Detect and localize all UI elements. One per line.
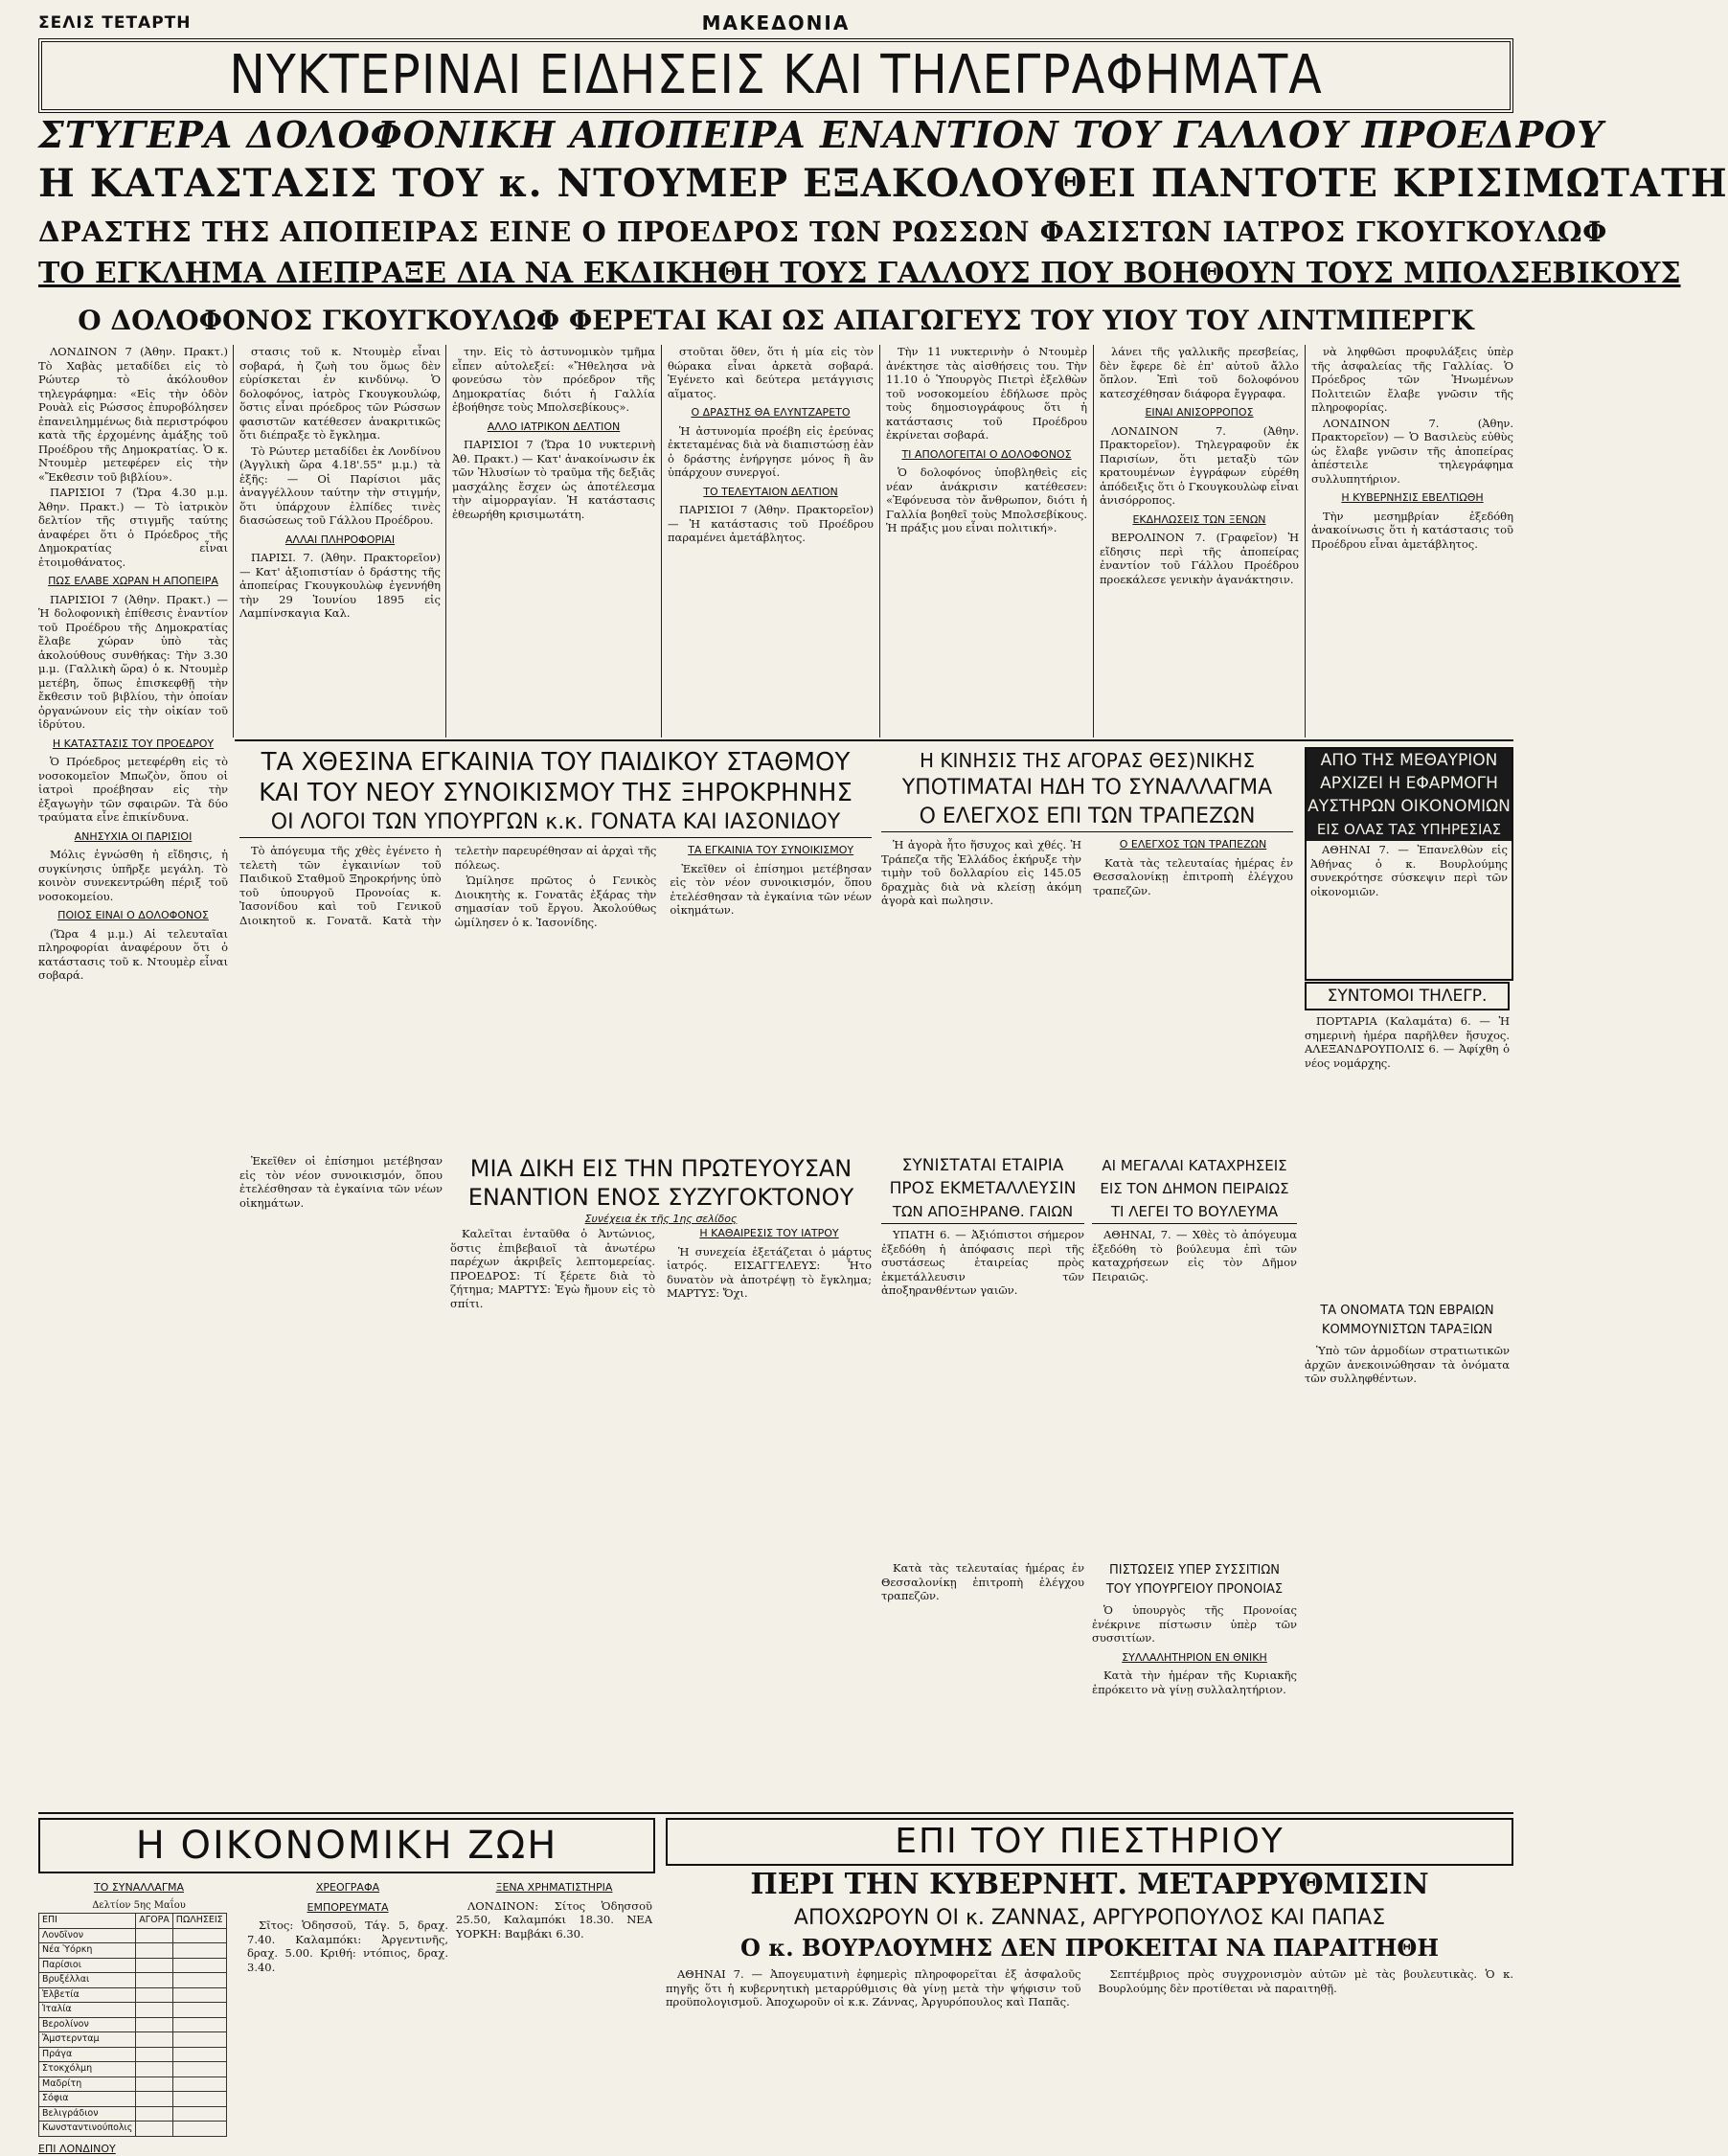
table-cell: Σόφια [39, 2092, 136, 2107]
article-title: ΤΑ ΟΝΟΜΑΤΑ ΤΩΝ ΕΒΡΑΙΩΝ [1305, 1302, 1510, 1321]
paragraph: Ἐκεῖθεν οἱ ἐπίσημοι μετέβησαν εἰς τὸν νέον συνοικισμόν, ὅπου ἐτελέσθησαν τὰ ἐγκαίνια τῶν νέων οἰκημάτων. [239, 1154, 443, 1210]
article-body [239, 844, 872, 1150]
paragraph: Ὑπὸ τῶν ἀρμοδίων στρατιωτικῶν ἀρχῶν ἀνεκοινώθησαν τὰ ὀνόματα τῶν συλληφθέντων. [1305, 1344, 1510, 1386]
article-body [881, 838, 1293, 1145]
subheading: Η ΚΑΤΑΣΤΑΣΙΣ ΤΟΥ ΠΡΟΕΔΡΟΥ [38, 738, 228, 752]
paragraph: Μόλις ἐγνώσθη ἡ εἴδησις, ἡ συγκίνησις ὑπῆρξε μεγάλη. Τὸ κοινὸν συνεκεντρώθη πέριξ τοῦ νοσοκομείου. [38, 848, 228, 903]
table-row [39, 2122, 227, 2137]
table-row [39, 2092, 227, 2107]
column-rule [1093, 345, 1094, 738]
paragraph: ΛΟΝΔΙΝΟΝ 7. (Ἀθην. Πρακτορεῖον) — Ὁ Βασιλεὺς εὐθὺς ὡς ἔλαβε γνῶσιν τῆς ἀποπείρας ἀπέστειλε τηλεγράφημα συλλυπητήριον. [1311, 417, 1513, 487]
article-column-2 [239, 345, 441, 738]
section-divider [38, 1812, 1513, 1814]
article-continuation: Συνέχεια ἐκ τῆς 1ης σελίδος [450, 1212, 872, 1227]
table-row [39, 2032, 227, 2048]
section-banner: ΝΥΚΤΕΡΙΝΑΙ ΕΙΔΗΣΕΙΣ ΚΑΙ ΤΗΛΕΓΡΑΦΗΜΑΤΑ [38, 38, 1513, 113]
table-row [39, 2047, 227, 2062]
article-body [1305, 1014, 1510, 1302]
paragraph: την. Εἰς τὸ ἀστυνομικὸν τμῆμα εἶπεν αὐτολεξεί: «Ἤθελησα νὰ φονεύσω τὸν πρόεδρον τῆς Δημοκρατίας διότι ἡ Γαλλία ἐβοήθησε τοὺς Μπολσεβίκους». [452, 345, 655, 415]
article-title: ΕΝΑΝΤΙΟΝ ΕΝΟΣ ΣΥΖΥΓΟΚΤΟΝΟΥ [450, 1183, 872, 1212]
exchange-table [38, 1913, 227, 2137]
article-body [1092, 1603, 1297, 1795]
article-press-review [666, 1818, 1513, 2105]
article-soup-kitchens [1092, 1561, 1297, 1805]
article-column-3 [452, 345, 655, 738]
article-title: ΕΙΣ ΤΟΝ ΔΗΜΟΝ ΠΕΙΡΑΙΩΣ [1092, 1177, 1297, 1200]
paragraph: νὰ ληφθῶσι προφυλάξεις ὑπὲρ τῆς ἀσφαλείας τῆς Γαλλίας. Ὁ Πρόεδρος τῶν Ἡνωμένων Πολιτειῶν ἔλαβε γνῶσιν τῆς πληροφορίας. [1311, 345, 1513, 415]
headline-3: ΔΡΑΣΤΗΣ ΤΗΣ ΑΠΟΠΕΙΡΑΣ ΕΙΝΕ Ο ΠΡΟΕΔΡΟΣ ΤΩΝ ΡΩΣΣΩΝ ΦΑΣΙΣΤΩΝ ΙΑΤΡΟΣ ΓΚΟΥΓΚΟΥΛΩΦ [38, 216, 1513, 248]
table-row [39, 1958, 227, 1973]
article-title: ΕΠΙ ΤΟΥ ΠΙΕΣΤΗΡΙΟΥ [666, 1818, 1513, 1866]
paragraph: Ἡ ἀστυνομία προέβη εἰς ἐρεύνας ἐκτεταμένας διὰ νὰ διαπιστώσῃ ἐὰν ὁ δράστης ἐνήργησε μόνος ἢ ἂν ὑπάρχουν συνεργοί. [668, 424, 874, 480]
table-cell: Πράγα [39, 2047, 136, 2062]
column-rule [233, 345, 234, 738]
article-title: ΜΙΑ ΔΙΚΗ ΕΙΣ ΤΗΝ ΠΡΩΤΕΥΟΥΣΑΝ [450, 1154, 872, 1183]
subheading: ΕΙΝΑΙ ΑΝΙΣΟΡΡΟΠΟΣ [1100, 406, 1299, 420]
economy-section-title: Η ΟΙΚΟΝΟΜΙΚΗ ΖΩΗ [38, 1818, 655, 1873]
article-title: ΚΑΙ ΤΟΥ ΝΕΟΥ ΣΥΝΟΙΚΙΣΜΟΥ ΤΗΣ ΞΗΡΟΚΡΗΝΗΣ [239, 778, 872, 808]
table-row [39, 1973, 227, 1988]
article-title: ΠΙΣΤΩΣΕΙΣ ΥΠΕΡ ΣΥΣΣΙΤΙΩΝ [1092, 1561, 1297, 1580]
paragraph: Κατὰ τὴν ἡμέραν τῆς Κυριακῆς ἐπρόκειτο νὰ γίνῃ συλλαλητήριον. [1092, 1668, 1297, 1696]
table-row [39, 1928, 227, 1943]
article-title: ΤΑ ΧΘΕΣΙΝΑ ΕΓΚΑΙΝΙΑ ΤΟΥ ΠΑΙΔΙΚΟΥ ΣΤΑΘΜΟΥ [239, 747, 872, 778]
paragraph: Τὸ Ρώυτερ μεταδίδει ἐκ Λονδίνου (Ἀγγλικὴ ὥρα 4.18'.55" μ.μ.) τὰ ἑξῆς: — Οἱ Παρίσιοι μᾶς ἀναγγέλλουν ταύτην τὴν στιγμήν, ὅτι ὑπάρχουν ἐλπίδες τινὲς διασώσεως τοῦ Γάλλου Προέδρου. [239, 444, 441, 528]
article-body [1307, 841, 1512, 969]
paragraph: ΑΘΗΝΑΙ 7. — Ἀπογευματινὴ ἐφημερὶς πληροφορεῖται ἐξ ἀσφαλοῦς πηγῆς ὅτι ἡ κυβερνητικὴ μεταρρύθμισις θὰ γίνῃ μετὰ τὴν ψήφισιν τοῦ προϋπολογισμοῦ. Ἀποχωροῦν οἱ κ.κ. Ζάννας, Ἀργυρόπουλος καὶ Παπᾶς. [666, 1967, 1081, 2009]
article-body [450, 1227, 872, 1802]
article-column-7 [1311, 345, 1513, 738]
paragraph: ΑΘΗΝΑΙ, 7. — Χθὲς τὸ ἀπόγευμα ἐξεδόθη τὸ βούλευμα ἐπὶ τῶν καταχρήσεων εἰς τὸν Δῆμον Πειραιῶς. [1092, 1228, 1297, 1283]
article-piraeus [1092, 1154, 1297, 1556]
paragraph: στασις τοῦ κ. Ντουμὲρ εἶναι σοβαρά, ἡ ζωὴ του ὅμως δὲν εὑρίσκεται ἐν κινδύνῳ. Ὁ δολοφόνος, ἰατρὸς Γκουγκουλώφ, ὅστις εἶναι πρόεδρος τῶν Ρώσσων φασιστῶν κατέθεσεν ἀνακριτικῶς ὅτι διέπραξε τὸ ἔγκλημα. [239, 345, 441, 443]
article-title: ΤΟΥ ΥΠΟΥΡΓΕΙΟΥ ΠΡΟΝΟΙΑΣ [1092, 1580, 1297, 1600]
newspaper-name: ΜΑΚΕΔΟΝΙΑ [38, 11, 1513, 34]
subheading: ΠΩΣ ΕΛΑΒΕ ΧΩΡΑΝ Η ΑΠΟΠΕΙΡΑ [38, 575, 228, 589]
table-row [39, 1943, 227, 1959]
table-cell: Ἰταλία [39, 2003, 136, 2018]
paragraph: ΛΟΝΔΙΝΟΝ 7. (Ἀθην. Πρακτορεῖον). Τηλεγραφοῦν ἐκ Παρισίων, ὅτι μεταξὺ τῶν κρατουμένων ἐγγράφων εὑρέθη ἀπόδειξις ὅτι ὁ Γκουγκουλὼφ εἶναι ἀνισόρροπος. [1100, 424, 1299, 508]
article-brief-telegrams [1305, 982, 1510, 1805]
paragraph: Κατὰ τὰς τελευταίας ἡμέρας ἐν Θεσσαλονίκῃ ἐπιτροπὴ ἐλέγχου τραπεζῶν. [881, 1561, 1084, 1603]
table-row [39, 1987, 227, 2003]
paragraph: Καλεῖται ἐνταῦθα ὁ Ἀντώνιος, ὅστις ἐπιβεβαιοῖ τὰ ἀνωτέρω παρέχων ἀκριβεῖς λεπτομερείας. ΠΡΟΕΔΡΟΣ: Τί ξέρετε διὰ τὸ ζήτημα; ΜΑΡΤΥΣ: Ἐγὼ ἤμουν εἰς τὸ σπίτι. [450, 1227, 655, 1310]
article-title: ΕΙΣ ΟΛΑΣ ΤΑΣ ΥΠΗΡΕΣΙΑΣ [1307, 818, 1512, 841]
paragraph: ΥΠΑΤΗ 6. — Ἀξιόπιστοι σήμερον ἐξεδόθη ἡ ἀπόφασις περὶ τῆς συστάσεως ἑταιρείας πρὸς ἐκμετάλλευσιν τῶν ἀποξηρανθέντων γαιῶν. [881, 1228, 1084, 1298]
subheading: ΤΑ ΕΓΚΑΙΝΙΑ ΤΟΥ ΣΥΝΟΙΚΙΣΜΟΥ [670, 844, 872, 858]
exchange-rates [38, 1875, 239, 2105]
article-body [1092, 1228, 1297, 1554]
article-market [881, 747, 1293, 1149]
subheading: Η ΚΑΘΑΙΡΕΣΙΣ ΤΟΥ ΙΑΤΡΟΥ [667, 1227, 872, 1241]
table-cell: Βρυξέλλαι [39, 1973, 136, 1988]
paragraph: ΒΕΡΟΛΙΝΟΝ 7. (Γραφεῖον) Ἡ εἴδησις περὶ τῆς ἀποπείρας ἐναντίον τοῦ Γάλλου Προέδρου προεκάλεσε γενικὴν ἀγανάκτησιν. [1100, 531, 1299, 586]
table-cell: Παρίσιοι [39, 1958, 136, 1973]
article-company [881, 1154, 1084, 1556]
table-row [39, 2003, 227, 2018]
table-header: ΠΩΛΗΣΕΙΣ [172, 1914, 226, 1929]
headline-4-text: ΤΟ ΕΓΚΛΗΜΑ ΔΙΕΠΡΑΞΕ ΔΙΑ ΝΑ ΕΚΔΙΚΗΘΗ ΤΟΥΣ ΓΑΛΛΟΥΣ ΠΟΥ ΒΟΗΘΟΥΝ ΤΟΥΣ ΜΠΟΛΣΕΒΙΚΟΥΣ [38, 257, 1681, 290]
article-title: ΠΕΡΙ ΤΗΝ ΚΥΒΕΡΝΗΤ. ΜΕΤΑΡΡΥΘΜΙΣΙΝ [666, 1866, 1513, 1904]
paragraph: Ἐκεῖθεν οἱ ἐπίσημοι μετέβησαν εἰς τὸν νέον συνοικισμόν, ὅπου ἐτελέσθησαν τὰ ἐγκαίνια τῶν νέων οἰκημάτων. [670, 862, 872, 918]
article-title: ΑΠΟ ΤΗΣ ΜΕΘΑΥΡΙΟΝ [1307, 749, 1512, 772]
column-rule [1305, 345, 1306, 738]
table-row [39, 2017, 227, 2032]
subheading: ΕΜΠΟΡΕΥΜΑΤΑ [247, 1901, 448, 1916]
subheading: ΣΥΛΛΑΛΗΤΗΡΙΟΝ ΕΝ ΘΝΙΚΗ [1092, 1651, 1297, 1666]
article-title: ΠΡΟΣ ΕΚΜΕΤΑΛΛΕΥΣΙΝ [881, 1177, 1084, 1200]
article-title: ΑΙ ΜΕΓΑΛΑΙ ΚΑΤΑΧΡΗΣΕΙΣ [1092, 1154, 1297, 1177]
table-row [39, 2106, 227, 2122]
paragraph: Ὁ δολοφόνος ὑποβληθεὶς εἰς νέαν ἀνάκρισιν κατέθεσεν: «Ἐφόνευσα τὸν ἄνθρωπον, διότι ἡ Γαλλία βοηθεῖ τοὺς Μπολσεβίκους. Ἡ πράξις μου εἶναι πολιτική». [886, 465, 1087, 535]
column-rule [879, 345, 880, 738]
subheading: ΧΡΕΟΓΡΑΦΑ [247, 1881, 448, 1895]
paragraph: λάνει τῆς γαλλικῆς πρεσβείας, δὲν ἔφερε δὲ ἐπ' αὐτοῦ ἄλλο ὅπλον. Ἐπὶ τοῦ δολοφόνου κατεσχέθησαν διάφορα ἔγγραφα. [1100, 345, 1299, 400]
table-cell: Ἄμστερνταμ [39, 2032, 136, 2048]
subheading: Ο ΕΛΕΓΧΟΣ ΤΩΝ ΤΡΑΠΕΖΩΝ [1093, 838, 1293, 852]
article-column-4 [668, 345, 874, 738]
article-title: ΥΠΟΤΙΜΑΤΑΙ ΗΔΗ ΤΟ ΣΥΝΑΛΛΑΓΜΑ [881, 774, 1293, 803]
table-cell: Νέα Ὑόρκη [39, 1943, 136, 1959]
article-body [666, 1967, 1513, 2092]
paragraph: ΠΑΡΙΣΙ. 7. (Ἀθην. Πρακτορεῖον) — Κατ' ἀξιοπιστίαν ὁ δράστης τῆς ἀποπείρας Γκουγκουλὼφ ἐγεννήθη τὴν 29 Ἰουνίου 1895 εἰς Λαμπίνσκαγια Καλ. [239, 551, 441, 621]
paragraph: ΠΑΡΙΣΙΟΙ 7 (Ἀθην. Πρακτορεῖον) — Ἡ κατάστασις τοῦ Προέδρου παραμένει ἀμετάβλητος. [668, 503, 874, 545]
subheading: ΑΛΛΟ ΙΑΤΡΙΚΟΝ ΔΕΛΤΙΟΝ [452, 420, 655, 435]
table-header: ΑΓΟΡΑ [136, 1914, 173, 1929]
article-title: Ο κ. ΒΟΥΡΛΟΥΜΗΣ ΔΕΝ ΠΡΟΚΕΙΤΑΙ ΝΑ ΠΑΡΑΙΤΗΘΗ [666, 1933, 1513, 1963]
headline-5: Ο ΔΟΛΟΦΟΝΟΣ ΓΚΟΥΓΚΟΥΛΩΦ ΦΕΡΕΤΑΙ ΚΑΙ ΩΣ ΑΠΑΓΩΓΕΥΣ ΤΟΥ ΥΙΟΥ ΤΟΥ ΛΙΝΤΜΠΕΡΓΚ [38, 305, 1513, 336]
paragraph: ΛΟΝΔΙΝΟΝ 7 (Ἀθην. Πρακτ.) Τὸ Χαβὰς μεταδίδει εἰς τὸ Ρώυτερ τὸ ἀκόλουθον τηλεγράφημα: «Εἰς τὴν ὁδὸν Ρουὰλ εἰς Ρώσσος ἐπυροβόλησεν ἐπανειλημμένως διὰ περιστρόφου κατὰ τῆς ἐρχομένης ἁμάξης τοῦ Προέδρου τῆς Δημοκρατίας. Ὁ κ. Ντουμὲρ μετεφέρεν εἰς τὴν «Ἔκθεσιν τοῦ βιβλίου». [38, 345, 228, 484]
article-body [881, 1228, 1084, 1554]
subheading: ΤΟ ΤΕΛΕΥΤΑΙΟΝ ΔΕΛΤΙΟΝ [668, 486, 874, 500]
paragraph: ΠΑΡΙΣΙΟΙ 7 (Ἀθην. Πρακτ.) — Ἡ δολοφονικὴ ἐπίθεσις ἐναντίον τοῦ Προέδρου τῆς Δημοκρατίας ἔλαβε χώραν ὑπὸ τὰς ἀκολούθους συνθήκας: Τὴν 3.30 μ.μ. (Γαλλικὴ ὥρα) ὁ κ. Ντουμὲρ μετέβη, ὅπως ἐπισκεφθῇ τὴν ἔκθεσιν τοῦ βιβλίου, τὴν ὁποίαν ὀργανώνουν εἰς τὴν οἰκίαν τοῦ ἰδρύτου. [38, 593, 228, 732]
paragraph: ΛΟΝΔΙΝΟΝ: Σίτος Ὁδησσοῦ 25.50, Καλαμπόκι 18.30. ΝΕΑ ΥΟΡΚΗ: Βαμβάκι 6.30. [456, 1899, 652, 1941]
table-cell: Μαδρίτη [39, 2077, 136, 2092]
paragraph: Τὴν μεσημβρίαν ἐξεδόθη ἀνακοίνωσις ὅτι ἡ κατάστασις τοῦ Προέδρου εἶναι ἀμετάβλητος. [1311, 510, 1513, 552]
article-title: ΣΥΝΤΟΜΟΙ ΤΗΛΕΓΡ. [1305, 982, 1510, 1010]
table-cell: Ἑλβετία [39, 1987, 136, 2003]
article-title: ΣΥΝΙΣΤΑΤΑΙ ΕΤΑΙΡΙΑ [881, 1154, 1084, 1177]
securities-column [247, 1875, 448, 2105]
column-rule [445, 345, 446, 738]
paragraph: Σεπτέμβριος πρὸς συγχρονισμὸν αὐτῶν μὲ τὰς βουλευτικὰς. Ὁ κ. Βουρλούμης δὲν προτίθεται νὰ παραιτηθῇ. [1099, 1967, 1514, 1995]
paragraph: (Ὥρα 4 μ.μ.) Αἱ τελευταῖαι πληροφορίαι ἀναφέρουν ὅτι ὁ κατάστασις τοῦ κ. Ντουμὲρ εἶναι σοβαρά. [38, 927, 228, 983]
running-header [38, 10, 1513, 38]
article-column-continued [881, 1561, 1084, 1805]
article-title: ΤΙ ΛΕΓΕΙ ΤΟ ΒΟΥΛΕΥΜΑ [1092, 1200, 1297, 1224]
article-title: ΑΠΟΧΩΡΟΥΝ ΟΙ κ. ΖΑΝΝΑΣ, ΑΡΓΥΡΟΠΟΥΛΟΣ ΚΑΙ ΠΑΠΑΣ [666, 1904, 1513, 1933]
paragraph: ΠΑΡΙΣΙΟΙ 7 (Ὥρα 10 νυκτερινὴ Ἀθ. Πρακτ.) — Κατ' ἀνακοίνωσιν ἐκ τῶν Ἠλυσίων τὸ τραῦμα τῆς δεξιᾶς μασχάλης ἔσχεν ὡς ἀποτέλεσμα τὴν αἱμορραγίαν. Ἡ κατάστασις ἐθεωρήθη κρισιμωτάτη. [452, 438, 655, 521]
article-column-6 [1100, 345, 1299, 738]
subheading: ΤΙ ΑΠΟΛΟΓΕΙΤΑΙ Ο ΔΟΛΟΦΟΝΟΣ [886, 448, 1087, 463]
headline-1: ΣΤΥΓΕΡΑ ΔΟΛΟΦΟΝΙΚΗ ΑΠΟΠΕΙΡΑ ΕΝΑΝΤΙΟΝ ΤΟΥ ΓΑΛΛΟΥ ΠΡΟΕΔΡΟΥ [38, 113, 1513, 156]
table-cell: Βελιγράδιον [39, 2106, 136, 2122]
foreign-exchanges-column [456, 1875, 652, 2105]
subheading: Ο ΔΡΑΣΤΗΣ ΘΑ ΕΛΥΝΤΖΑΡΕΤΟ [668, 406, 874, 420]
paragraph: στοῦται ὅθεν, ὅτι ἡ μία εἰς τὸν θώρακα εἶναι ἀρκετὰ σοβαρά. Ἐγένετο καὶ δεύτερα μετάγγισις αἵματος. [668, 345, 874, 400]
paragraph: Τὸ ἀπόγευμα τῆς χθὲς ἐγένετο ἡ τελετὴ τῶν ἐγκαινίων τοῦ Παιδικοῦ Σταθμοῦ Ξηροκρήνης ὑπὸ τοῦ ὑπουργοῦ Προνοίας κ. Ἰασονίδου καὶ τοῦ Γενικοῦ Διοικητοῦ κ. Γονατᾶ. Κατὰ τὴν τελετὴν παρευρέθησαν αἱ ἀρχαὶ τῆς πόλεως. [239, 844, 656, 929]
table-row [39, 2062, 227, 2077]
article-kindergarten [239, 747, 872, 1149]
article-trial [450, 1154, 872, 1805]
column-rule [661, 345, 662, 738]
paragraph: ΠΑΡΙΣΙΟΙ 7 (Ὥρα 4.30 μ.μ. Ἀθην. Πρακτ.) — Τὸ ἰατρικὸν δελτίον τῆς στιγμῆς ταύτης ἀναφέρει ὅτι ὁ Πρόεδρος τῆς Δημοκρατίας εἶναι ἐτοιμοθάνατος. [38, 486, 228, 569]
table-header: ΕΠΙ [39, 1914, 136, 1929]
table-cell: Βερολίνον [39, 2017, 136, 2032]
article-title: Η ΚΙΝΗΣΙΣ ΤΗΣ ΑΓΟΡΑΣ ΘΕΣ)ΝΙΚΗΣ [881, 747, 1293, 774]
subheading: ΕΚΔΗΛΩΣΕΙΣ ΤΩΝ ΞΕΝΩΝ [1100, 513, 1299, 528]
article-title: ΑΥΣΤΗΡΩΝ ΟΙΚΟΝΟΜΙΩΝ [1307, 795, 1512, 818]
paragraph: ΠΟΡΤΑΡΙΑ (Καλαμάτα) 6. — Ἡ σημερινὴ ἡμέρα παρῆλθεν ἥσυχος. ΑΛΕΞΑΝΔΡΟΥΠΟΛΙΣ 6. — Ἀφίχθη ὁ νέος νομάρχης. [1305, 1014, 1510, 1070]
section-divider [235, 739, 1513, 741]
paragraph: Κατὰ τὰς τελευταίας ἡμέρας ἐν Θεσσαλονίκῃ ἐπιτροπὴ ἐλέγχου τραπεζῶν. [1093, 856, 1293, 898]
paragraph: Ἡ ἀγορὰ ἦτο ἥσυχος καὶ χθές. Ἡ Τράπεζα τῆς Ἑλλάδος ἐκήρυξε τὴν τιμὴν τοῦ δολλαρίου εἰς 145.05 δραχμὰς διὰ νὰ κλείσῃ ἀκόμη ἀγορὰ καὶ πωλησιν. [881, 838, 1081, 908]
subheading: ΠΟΙΟΣ ΕΙΝΑΙ Ο ΔΟΛΟΦΟΝΟΣ [38, 909, 228, 923]
subheading: ΑΛΛΑΙ ΠΛΗΡΟΦΟΡΙΑΙ [239, 533, 441, 548]
paragraph: Τὴν 11 νυκτερινὴν ὁ Ντουμὲρ ἀνέκτησε τὰς αἰσθήσεις του. Τὴν 11.10 ὁ Ὑπουργὸς Πιετρὶ ἐξελθὼν τοῦ νοσοκομείου ἐδήλωσε πρὸς τοὺς δημοσιογράφους ὅτι ἡ κατάστασις τοῦ Προέδρου ἐκρίνεται σοβαρά. [886, 345, 1087, 443]
table-row [39, 2077, 227, 2092]
table-cell: Κωνσταντινούπολις [39, 2122, 136, 2137]
subheading: ΤΟ ΣΥΝΑΛΛΑΓΜΑ [38, 1881, 239, 1895]
article-column-5 [886, 345, 1087, 738]
paragraph: Σῖτος: Ὁδησσοῦ, Τάγ. 5, δραχ. 7.40. Καλαμπόκι: Ἀργεντινῆς, δραχ. 5.00. Κριθή: ντόπιος, δραχ. 3.40. [247, 1918, 448, 1974]
paragraph: Ἡ συνεχεία ἐξετάζεται ὁ μάρτυς ἰατρός. ΕΙΣΑΓΓΕΛΕΥΣ: Ἦτο δυνατὸν νὰ ἀποτρέψῃ τὸ ἔγκλημα; ΜΑΡΤΥΣ: Ὄχι. [667, 1245, 872, 1301]
subheading: ΑΝΗΣΥΧΙΑ ΟΙ ΠΑΡΙΣΙΟΙ [38, 830, 228, 845]
bulletin-date: Δελτίον 5ης Μαΐου [38, 1899, 239, 1914]
subheading: ΞΕΝΑ ΧΡΗΜΑΤΙΣΤΗΡΙΑ [456, 1881, 652, 1895]
page-label: ΣΕΛΙΣ ΤΕΤΑΡΤΗ [38, 13, 191, 33]
paragraph: Ὁ Πρόεδρος μετεφέρθη εἰς τὸ νοσοκομεῖον Μπωζὸν, ὅπου οἱ ἰατροὶ προέβησαν εἰς τὴν ἐξαγωγὴν τῶν σφαιρῶν. Τὰ δύο τραύματα εἶνε ἐπικίνδυνα. [38, 755, 228, 825]
subheading: ΕΠΙ ΛΟΝΔΙΝΟΥ [38, 2143, 239, 2156]
article-column-1 [38, 345, 228, 1810]
table-cell: Λονδῖνον [39, 1928, 136, 1943]
headline-4 [38, 257, 1513, 290]
table-cell: Στοκχόλμη [39, 2062, 136, 2077]
article-economies [1305, 747, 1513, 981]
paragraph: Ὁ ὑπουργὸς τῆς Προνοίας ἐνέκρινε πίστωσιν ὑπὲρ τῶν συσσιτίων. [1092, 1603, 1297, 1645]
headline-2: Η ΚΑΤΑΣΤΑΣΙΣ ΤΟΥ κ. ΝΤΟΥΜΕΡ ΕΞΑΚΟΛΟΥΘΕΙ ΠΑΝΤΟΤΕ ΚΡΙΣΙΜΩΤΑΤΗ [38, 161, 1513, 206]
article-body [1305, 1344, 1510, 1708]
article-title: ΤΩΝ ΑΠΟΞΗΡΑΝΘ. ΓΑΙΩΝ [881, 1200, 1084, 1224]
article-subtitle: Ο ΕΛΕΓΧΟΣ ΕΠΙ ΤΩΝ ΤΡΑΠΕΖΩΝ [881, 803, 1293, 832]
article-column-continued [239, 1154, 443, 1805]
article-title: ΚΟΜΜΟΥΝΙΣΤΩΝ ΤΑΡΑΞΙΩΝ [1305, 1321, 1510, 1340]
article-title: ΑΡΧΙΖΕΙ Η ΕΦΑΡΜΟΓΗ [1307, 772, 1512, 795]
article-subtitle: ΟΙ ΛΟΓΟΙ ΤΩΝ ΥΠΟΥΡΓΩΝ κ.κ. ΓΟΝΑΤΑ ΚΑΙ ΙΑΣΟΝΙΔΟΥ [239, 808, 872, 838]
paragraph: Ὡμίλησε πρῶτος ὁ Γενικὸς Διοικητὴς κ. Γονατᾶς ἐξάρας τὴν σημασίαν τοῦ ἔργου. Ἀκολούθως ὡμίλησεν ὁ κ. Ἰασονίδης. [455, 874, 657, 929]
subheading: Η ΚΥΒΕΡΝΗΣΙΣ ΕΒΕΛΤΙΩΘΗ [1311, 491, 1513, 506]
paragraph: ΑΘΗΝΑΙ 7. — Ἐπανελθὼν εἰς Ἀθήνας ὁ κ. Βουρλούμης συνεκρότησε σύσκεψιν περὶ τῶν οἰκονομιῶν. [1310, 843, 1508, 898]
